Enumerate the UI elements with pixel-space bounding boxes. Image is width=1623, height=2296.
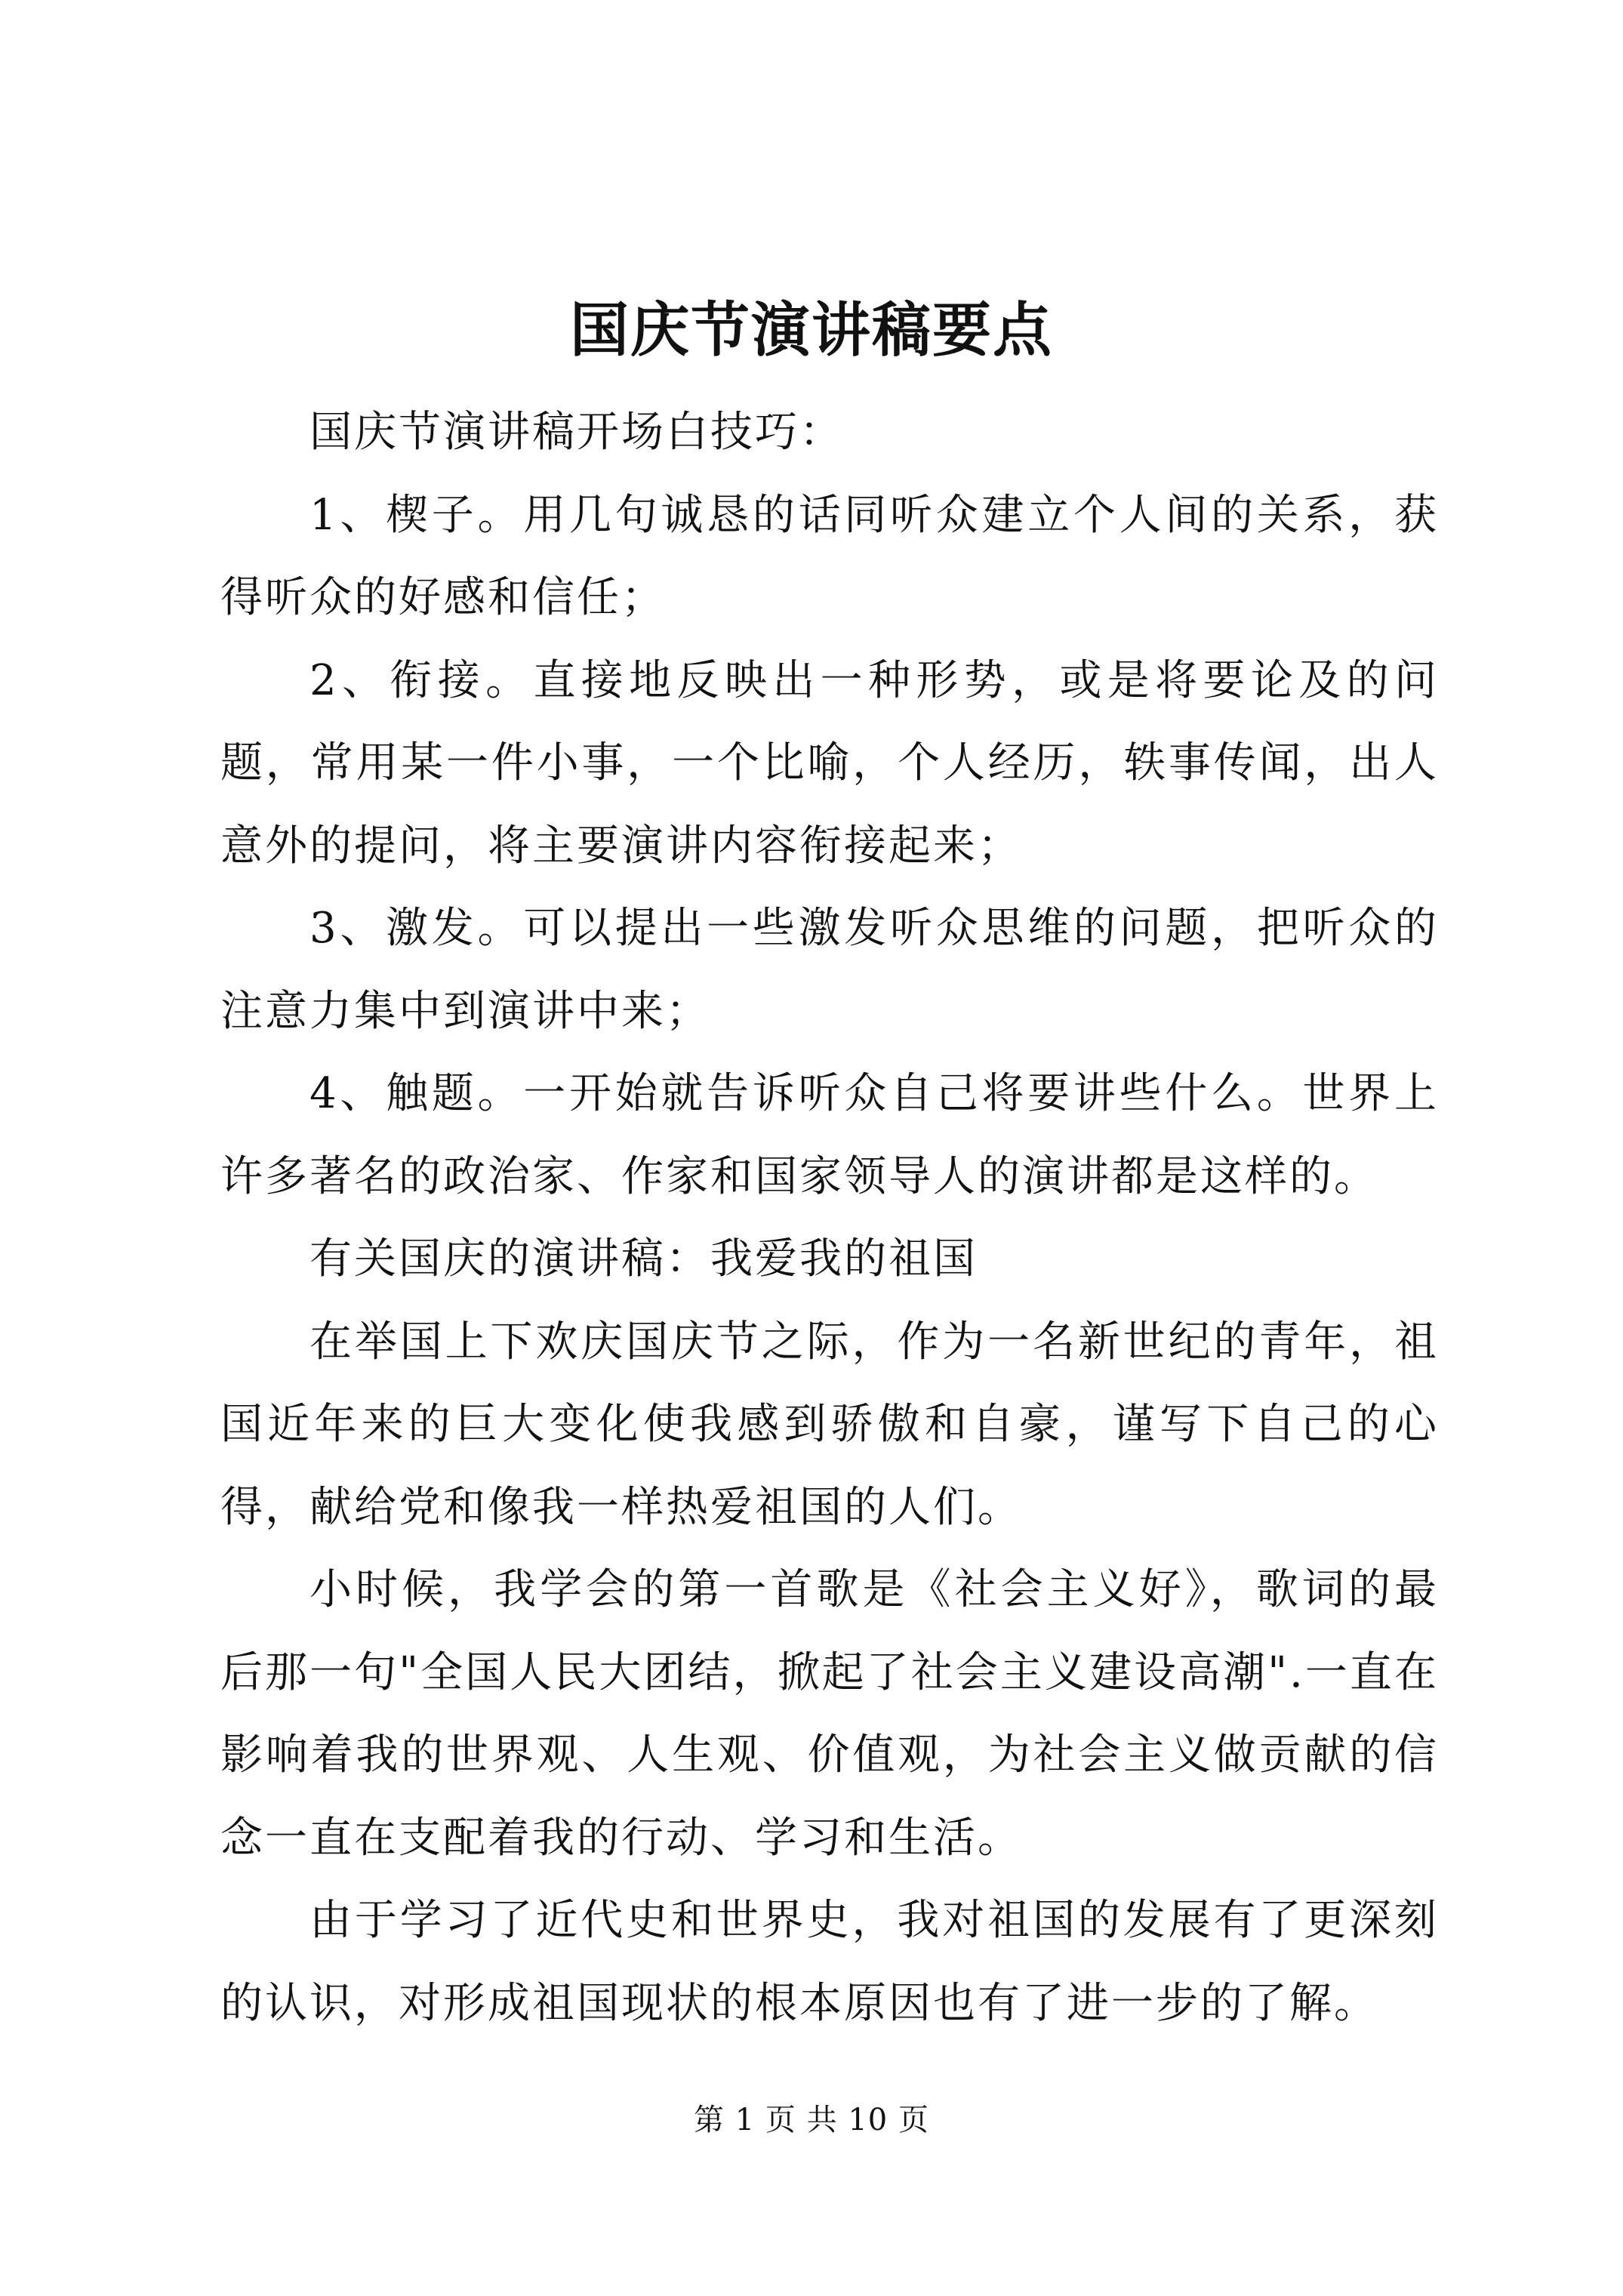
document-title: 国庆节演讲稿要点 (569, 296, 1053, 365)
paragraph-tip-2: 2、衔接。直接地反映出一种形势，或是将要论及的问题，常用某一件小事，一个比喻，个人经历，轶事传闻，出人意外的提问，将主要演讲内容衔接起来； (220, 655, 1439, 871)
paragraph-speech-1: 在举国上下欢庆国庆节之际，作为一名新世纪的青年，祖国近年来的巨大变化使我感到骄傲和自豪，谨写下自己的心得，献给党和像我一样热爱祖国的人们。 (220, 1317, 1439, 1532)
paragraph-speech-heading: 有关国庆的演讲稿：我爱我的祖国 (310, 1234, 978, 1284)
document-body (220, 391, 1439, 2045)
paragraph-tip-3: 3、激发。可以提出一些激发听众思维的问题，把听众的注意力集中到演讲中来； (220, 904, 1439, 1036)
paragraph-speech-3: 由于学习了近代史和世界史，我对祖国的发展有了更深刻的认识，对形成祖国现状的根本原因也有了进一步的了解。 (220, 1896, 1439, 2028)
paragraph-tip-1: 1、楔子。用几句诚恳的话同听众建立个人间的关系，获得听众的好感和信任； (220, 490, 1439, 622)
paragraph-opening-tips: 国庆节演讲稿开场白技巧： (310, 408, 844, 457)
paragraph-speech-2: 小时候，我学会的第一首歌是《社会主义好》，歌词的最后那一句"全国人民大团结，掀起了社会主义建设高潮".一直在影响着我的世界观、人生观、价值观，为社会主义做贡献的信念一直在支配着我的行动、学习和生活。 (220, 1565, 1439, 1863)
page-number-footer: 第 1 页 共 10 页 (694, 2103, 929, 2137)
paragraph-tip-4: 4、触题。一开始就告诉听众自己将要讲些什么。世界上许多著名的政治家、作家和国家领导人的演讲都是这样的。 (220, 1069, 1439, 1201)
